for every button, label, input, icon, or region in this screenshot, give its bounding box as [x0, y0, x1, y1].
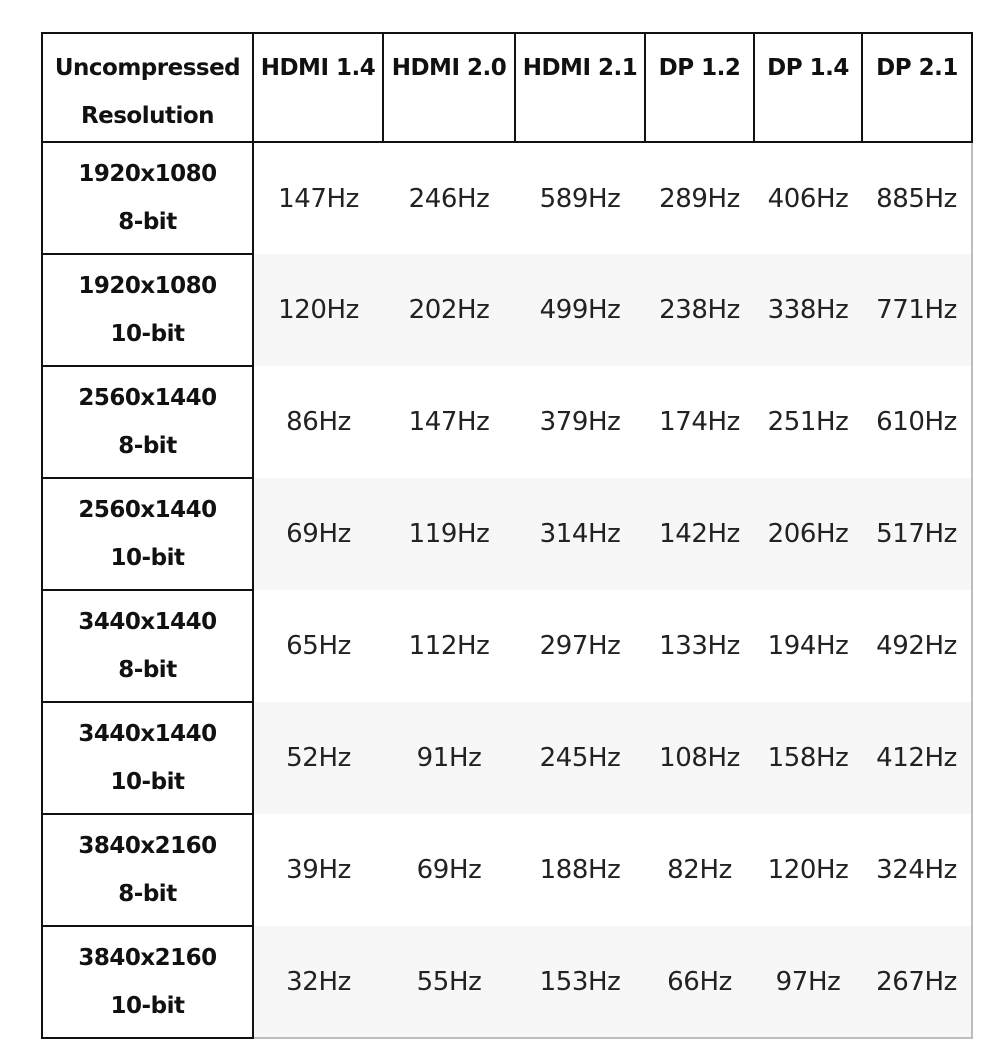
header-dp-1-4: DP 1.4: [754, 33, 862, 142]
cell-dp-2-1: 324Hz: [862, 814, 972, 926]
table-row: [42, 702, 972, 814]
row-label: [42, 478, 253, 590]
cell-dp-1-4: 406Hz: [767, 183, 849, 214]
row-resolution: 2560x1440: [78, 497, 217, 523]
cell-hdmi-2-1: 589Hz: [539, 183, 621, 214]
cell-hdmi-2-0: 119Hz: [383, 478, 515, 590]
cell-hdmi-2-0: 112Hz: [408, 631, 490, 661]
bandwidth-table-container: [41, 32, 971, 1039]
cell-hdmi-2-1: 379Hz: [539, 407, 621, 437]
cell-dp-1-2: 174Hz: [659, 407, 740, 437]
refresh-rate-table: [41, 32, 973, 1039]
header-dp-2-1: DP 2.1: [862, 33, 972, 142]
table-row: [42, 590, 972, 702]
cell-hdmi-1-4: 65Hz: [286, 631, 351, 661]
row-bit-depth: 8-bit: [118, 209, 177, 235]
cell-hdmi-2-0: 202Hz: [383, 254, 515, 366]
cell-hdmi-2-1: 314Hz: [515, 478, 645, 590]
row-label: [42, 254, 253, 366]
cell-dp-1-4: 206Hz: [754, 478, 862, 590]
header-hdmi-1-4: HDMI 1.4: [253, 33, 383, 142]
row-bit-depth: 10-bit: [110, 321, 185, 347]
cell-dp-2-1: 412Hz: [862, 702, 972, 814]
header-resolution-line2: Resolution: [80, 103, 215, 129]
cell-hdmi-1-4: 52Hz: [253, 702, 383, 814]
cell-dp-1-2: 133Hz: [659, 631, 740, 661]
table-row: [42, 254, 972, 366]
header-dp-1-2: DP 1.2: [645, 33, 754, 142]
header-hdmi-2-1: HDMI 2.1: [515, 33, 645, 142]
row-bit-depth: 8-bit: [118, 881, 177, 907]
row-resolution: 3440x1440: [78, 609, 217, 635]
row-bit-depth: 8-bit: [118, 657, 177, 683]
row-label: [42, 926, 253, 1038]
header-row: [42, 33, 972, 142]
row-resolution: 1920x1080: [78, 161, 217, 187]
cell-dp-2-1: 267Hz: [862, 926, 972, 1038]
cell-dp-2-1: 492Hz: [862, 590, 972, 702]
cell-hdmi-1-4: 86Hz: [286, 407, 351, 437]
header-resolution: [42, 33, 253, 142]
row-resolution: 3840x2160: [78, 945, 217, 971]
cell-dp-1-4: 97Hz: [754, 926, 862, 1038]
table-body: [42, 142, 972, 1038]
cell-dp-1-4: 158Hz: [754, 702, 862, 814]
cell-hdmi-2-0: 246Hz: [408, 183, 490, 214]
cell-hdmi-2-1: 188Hz: [539, 855, 621, 885]
cell-hdmi-2-0: 91Hz: [383, 702, 515, 814]
row-resolution: 3440x1440: [78, 721, 217, 747]
cell-hdmi-1-4: 39Hz: [286, 855, 351, 885]
cell-dp-2-1: 610Hz: [862, 366, 972, 478]
row-bit-depth: 10-bit: [110, 993, 185, 1019]
row-resolution: 2560x1440: [78, 385, 217, 411]
row-label: [42, 142, 253, 254]
cell-dp-1-2: 66Hz: [645, 926, 754, 1038]
row-resolution: 3840x2160: [78, 833, 217, 859]
cell-dp-2-1: 885Hz: [862, 142, 972, 254]
cell-hdmi-2-1: 499Hz: [515, 254, 645, 366]
cell-hdmi-2-0: 55Hz: [383, 926, 515, 1038]
cell-hdmi-1-4: 120Hz: [253, 254, 383, 366]
cell-dp-1-2: 238Hz: [645, 254, 754, 366]
row-resolution: 1920x1080: [78, 273, 217, 299]
row-label: [42, 590, 253, 702]
cell-dp-1-4: 338Hz: [754, 254, 862, 366]
header-hdmi-2-0: HDMI 2.0: [383, 33, 515, 142]
table-row: [42, 926, 972, 1038]
table-row: [42, 142, 972, 254]
cell-dp-1-2: 289Hz: [659, 183, 740, 214]
cell-dp-1-2: 82Hz: [667, 855, 732, 885]
cell-dp-1-4: 251Hz: [767, 407, 849, 437]
cell-hdmi-2-1: 297Hz: [539, 631, 621, 661]
cell-hdmi-2-0: 147Hz: [408, 407, 490, 437]
cell-dp-1-4: 194Hz: [767, 631, 849, 661]
row-label: [42, 702, 253, 814]
cell-hdmi-2-1: 153Hz: [515, 926, 645, 1038]
cell-hdmi-1-4: 32Hz: [253, 926, 383, 1038]
table-row: [42, 366, 972, 478]
row-label: [42, 814, 253, 926]
table-header: [42, 33, 972, 142]
cell-dp-1-2: 108Hz: [645, 702, 754, 814]
cell-dp-2-1: 771Hz: [862, 254, 972, 366]
cell-hdmi-2-1: 245Hz: [515, 702, 645, 814]
row-label: [42, 366, 253, 478]
row-bit-depth: 10-bit: [110, 769, 185, 795]
row-bit-depth: 10-bit: [110, 545, 185, 571]
cell-hdmi-2-0: 69Hz: [416, 855, 482, 885]
cell-dp-1-4: 120Hz: [767, 855, 849, 885]
cell-hdmi-1-4: 147Hz: [278, 183, 359, 214]
table-row: [42, 814, 972, 926]
table-row: [42, 478, 972, 590]
cell-dp-2-1: 517Hz: [862, 478, 972, 590]
row-bit-depth: 8-bit: [118, 433, 177, 459]
header-resolution-line1: Uncompressed: [54, 55, 241, 81]
cell-dp-1-2: 142Hz: [645, 478, 754, 590]
cell-hdmi-1-4: 69Hz: [253, 478, 383, 590]
